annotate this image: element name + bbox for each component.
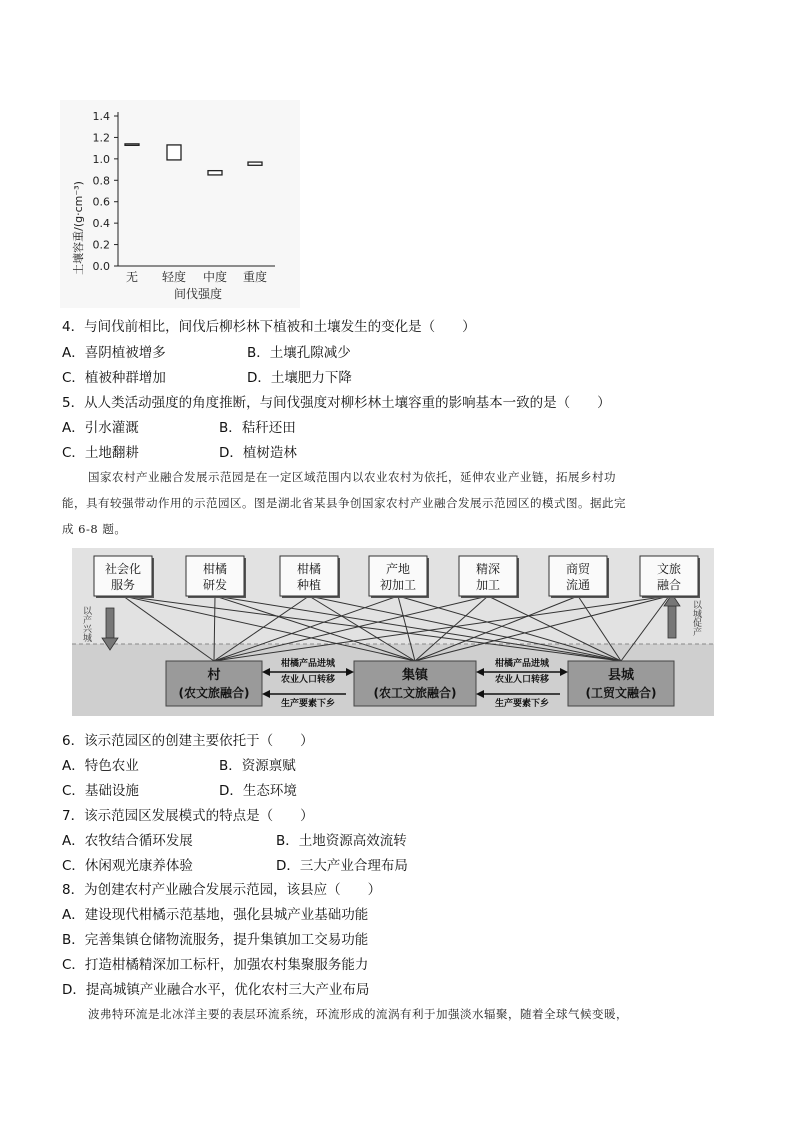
question-4-stem: 4．与间伐前相比，间伐后柳杉林下植被和土壤发生的变化是（ ） <box>62 319 476 335</box>
y-tick-label: 0.8 <box>92 174 110 188</box>
top-box-label-line-1: 柑橘 <box>296 562 322 576</box>
passage-1-line-2: 能，具有较强带动作用的示范园区。图是湖北省某县争创国家农村产业融合发展示范园区的模式图。据此完 <box>62 496 626 510</box>
flow-1-mid: 农业人口转移 <box>280 675 336 685</box>
top-box-label-line-2: 流通 <box>565 578 591 592</box>
flow-2-bottom: 生产要素下乡 <box>494 699 550 709</box>
soil-bulk-density-chart <box>60 100 300 308</box>
x-category-label: 中度 <box>202 270 228 284</box>
question-5-stem: 5．从人类活动强度的角度推断，与间伐强度对柳杉林土壤容重的影响基本一致的是（ ） <box>62 395 611 411</box>
bottom-box-label-line-1: 县城 <box>607 668 635 683</box>
top-box <box>640 556 700 598</box>
x-category-label: 重度 <box>242 270 268 284</box>
q7-option-b[interactable]: B．土地资源高效流转 <box>276 833 407 849</box>
passage-2-line-1: 波弗特环流是北冰洋主要的表层环流系统，环流形成的流涡有利于加强淡水辐聚，随着全球气候变暖， <box>88 1007 628 1021</box>
flow-1-bottom: 生产要素下乡 <box>280 699 336 709</box>
passage-1-line-3: 成 6-8 题。 <box>62 522 127 536</box>
top-box-label-line-2: 初加工 <box>379 578 417 592</box>
top-box-label-line-1: 商贸 <box>565 562 591 576</box>
top-box <box>94 556 154 598</box>
q7-option-c[interactable]: C．休闲观光康养体验 <box>62 858 193 874</box>
top-box-label-line-1: 产地 <box>385 562 411 576</box>
x-category-label: 轻度 <box>161 270 187 284</box>
q8-option-c[interactable]: C．打造柑橘精深加工标杆，加强农村集聚服务能力 <box>62 957 369 973</box>
chart-y-label: 土壤容重/(g·cm⁻³) <box>72 181 85 275</box>
q6-option-b[interactable]: B．资源禀赋 <box>219 758 296 774</box>
top-box-label-line-2: 研发 <box>202 578 228 592</box>
range-box-2 <box>167 145 181 160</box>
q7-option-d[interactable]: D．三大产业合理布局 <box>276 858 408 874</box>
top-box <box>186 556 246 598</box>
question-6-stem: 6．该示范园区的创建主要依托于（ ） <box>62 733 314 749</box>
industry-integration-diagram <box>72 548 714 716</box>
top-box <box>280 556 340 598</box>
top-box <box>369 556 429 598</box>
y-tick-label: 0.0 <box>92 260 110 273</box>
question-7-stem: 7．该示范园区发展模式的特点是（ ） <box>62 808 314 824</box>
y-tick-label: 1.4 <box>92 110 110 123</box>
y-tick-label: 1.2 <box>92 131 110 145</box>
flow-2-mid: 农业人口转移 <box>494 675 550 685</box>
x-category-label: 无 <box>125 270 139 284</box>
q4-option-d[interactable]: D．土壤肥力下降 <box>247 370 352 386</box>
q4-option-a[interactable]: A．喜阴植被增多 <box>62 345 166 361</box>
bottom-box <box>166 661 262 706</box>
top-box-label-line-2: 服务 <box>110 578 136 592</box>
q7-option-a[interactable]: A．农牧结合循环发展 <box>62 833 193 849</box>
top-box-label-line-2: 融合 <box>656 578 682 592</box>
q4-option-b[interactable]: B．土壤孔隙减少 <box>247 345 351 361</box>
q5-option-d[interactable]: D．植树造林 <box>219 445 297 461</box>
q8-option-d[interactable]: D．提高城镇产业融合水平，优化农村三大产业布局 <box>62 982 370 998</box>
top-box-label-line-1: 精深 <box>475 562 501 576</box>
q5-option-a[interactable]: A．引水灌溉 <box>62 420 139 436</box>
right-side-text: 以城促产 <box>691 600 701 636</box>
bottom-box-label-line-1: 集镇 <box>401 668 429 683</box>
y-tick-label: 0.6 <box>92 195 110 209</box>
bottom-box <box>568 661 674 706</box>
q4-option-c[interactable]: C．植被种群增加 <box>62 370 166 386</box>
passage-1-line-1: 国家农村产业融合发展示范园是在一定区域范围内以农业农村为依托，延伸农业产业链，拓展乡村功 <box>88 470 616 484</box>
y-tick-label: 0.2 <box>92 238 110 252</box>
bottom-box <box>354 661 476 706</box>
range-box-1 <box>125 144 139 146</box>
bottom-box-label-line-1: 村 <box>207 668 221 683</box>
top-box <box>459 556 519 598</box>
q5-option-c[interactable]: C．土地翻耕 <box>62 445 139 461</box>
q5-option-b[interactable]: B．秸秆还田 <box>219 420 296 436</box>
q6-option-a[interactable]: A．特色农业 <box>62 758 139 774</box>
flow-2-top: 柑橘产品进城 <box>494 659 550 669</box>
q6-option-d[interactable]: D．生态环境 <box>219 783 297 799</box>
left-side-text: 以产兴城 <box>81 606 91 642</box>
top-box <box>549 556 609 598</box>
q8-option-b[interactable]: B．完善集镇仓储物流服务，提升集镇加工交易功能 <box>62 932 369 948</box>
top-box-label-line-2: 加工 <box>475 578 501 592</box>
chart-x-label: 间伐强度 <box>173 287 223 301</box>
question-8-stem: 8．为创建农村产业融合发展示范园，该县应（ ） <box>62 882 382 898</box>
top-box-label-line-1: 柑橘 <box>202 562 228 576</box>
range-box-4 <box>248 162 262 165</box>
q8-option-a[interactable]: A．建设现代柑橘示范基地，强化县城产业基础功能 <box>62 907 369 923</box>
range-box-3 <box>208 171 222 175</box>
bottom-box-label-line-2: (农工文旅融合) <box>373 686 457 700</box>
bottom-box-label-line-2: (工贸文融合) <box>585 686 657 700</box>
y-tick-label: 0.4 <box>92 217 110 231</box>
top-box-label-line-1: 文旅 <box>656 562 682 576</box>
q6-option-c[interactable]: C．基础设施 <box>62 783 139 799</box>
bottom-box-label-line-2: (农文旅融合) <box>178 686 250 700</box>
flow-1-top: 柑橘产品进城 <box>280 659 336 669</box>
top-box-label-line-2: 种植 <box>296 578 322 592</box>
top-box-label-line-1: 社会化 <box>104 562 142 576</box>
y-tick-label: 1.0 <box>92 152 110 166</box>
